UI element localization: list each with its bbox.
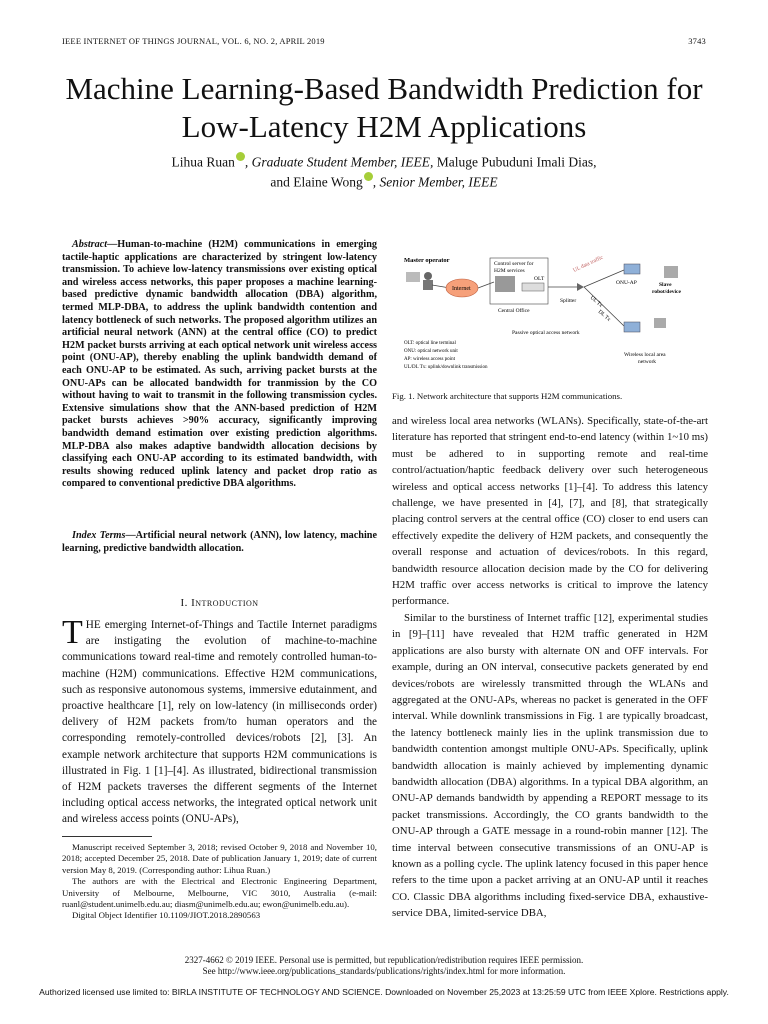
footnote [62, 842, 377, 922]
fig-legend-onu: ONU: optical network unit [404, 349, 458, 354]
title-line-1: Machine Learning-Based Bandwidth Prediction for [65, 71, 703, 106]
robot-icon [654, 318, 666, 328]
paragraph: Similar to the burstiness of Internet traffic [12], experimental studies in [9]–[11] have revealed that H2M traffic generated in H2M applications are also bursty with alternate ON and OFF intervals. For example, during an ON interval, consecutive packets generated by end devices/robots are wirelessly transmitted through the WLANs and aggregated at the ONU-APs, whereas no packet is generated in the OFF interval. While downlink transmissions in Fig. 1 are typically broadcast, the latency bottleneck mainly lies in the uplink transmission due to bandwidth contention amongst multiple ONU-APs. Specifically, uplink bandwidth allocation is mainly achieved by implementing dynamic bandwidth allocation (DBA) algorithms. In a typical DBA algorithm, an ONU-AP demands bandwidth by appending a REPORT message to its packet transmissions. Accordingly, the CO grants bandwidth to the ONU-AP through a GATE message in a round-robin manner [12]. The time interval between consecutive transmissions of an ONU-AP is known as a polling cycle. The uplink latency focused in this paper hence refers to the time upon a packet arriving at an ONU-AP until it reaches CO. Classic DBA algorithms including fixed-service DBA, exhaustive-service DBA, limited-service DBA, [392, 611, 708, 920]
fig-label-olt: OLT [534, 276, 545, 282]
index-terms-text: —Artificial neural network (ANN), low latency, machine learning, predictive bandwidth allocation. [62, 530, 377, 554]
index-terms-label: Index Terms [72, 530, 126, 541]
operator-icon [406, 272, 433, 290]
section-title: Introduction [191, 597, 259, 609]
title-line-2: Low-Latency H2M Applications [181, 109, 587, 144]
fig-label-slave2: robot/device [652, 289, 681, 295]
license-banner: Authorized licensed use limited to: BIRLA INSTITUTE OF TECHNOLOGY AND SCIENCE. Downloaded on November 25,2023 at 13:25:59 UTC from IEEE Xplore. Restrictions apply. [39, 987, 729, 997]
fig-label-wlan1: Wireless local area [624, 352, 666, 358]
copyright-line-1: 2327-4662 © 2019 IEEE. Personal use is permitted, but republication/redistribution requires IEEE permission. [184, 955, 584, 965]
footnote-received: Manuscript received September 3, 2018; revised October 9, 2018 and November 10, 2018; accepted December 25, 2018. Date of publication January 1, 2019; date of current version May 8, 2019. (Corresponding author: Lihua Ruan.) [62, 842, 377, 875]
author-3-role: , Senior Member, IEEE [372, 174, 498, 189]
robot-icon [664, 266, 678, 278]
figure-caption: Fig. 1. Network architecture that supports H2M communications. [392, 391, 623, 401]
index-terms [62, 530, 377, 555]
paragraph: and wireless local area networks (WLANs). Specifically, state-of-the-art literature has reported that stringent end-to-end latency (within 1~10 ms) must be adhered to in supporting remote and real-time control/actuation/haptic feedback delivery over such heterogeneous wireless and optical access networks [1]–[4]. To address this latency challenge, we have presented in [4], [7], and [8], that strategically placing control servers at the central office (CO) closer to end users can effectively expedite the delivery of H2M packets, and consequently the overall response and actuation of devices/robots. In this regard, bandwidth resource allocation decision made by the CO for delivering H2M traffic over access networks is critical to improve the latency performance. [392, 415, 708, 608]
copyright-notice [0, 955, 768, 977]
fig-label-internet: Internet [452, 286, 471, 292]
fig-label-ul-tx: UL Tx [588, 294, 604, 309]
author-list [0, 152, 768, 191]
fig-label-dl-tx: DL Tx [596, 308, 612, 323]
network-architecture-figure [402, 240, 702, 380]
fig-label-wlan2: network [638, 359, 657, 365]
fig-label-co: Central Office [498, 308, 530, 314]
fig-legend-olt: OLT: optical line terminal [404, 341, 456, 346]
fig-label-onu-ap: ONU-AP [616, 280, 637, 286]
fig-label-master: Master operator [404, 257, 450, 264]
abstract [62, 239, 377, 491]
author-1-role: , Graduate Student Member, IEEE, [244, 154, 434, 170]
copyright-line-2: See http://www.ieee.org/publications_standards/publications/rights/index.html for more information. [202, 966, 566, 976]
fig-label-slave1: Slave [659, 282, 672, 288]
splitter-icon [577, 283, 584, 291]
orcid-icon[interactable] [364, 172, 373, 181]
right-column-text [392, 413, 708, 922]
fig-label-splitter: Splitter [560, 298, 577, 304]
server-icon [495, 276, 515, 292]
journal-header: IEEE INTERNET OF THINGS JOURNAL, VOL. 6, NO. 2, APRIL 2019 [62, 36, 325, 46]
section-heading: I. Introduction [180, 597, 259, 609]
onu-ap-icon [624, 322, 640, 332]
fig-label-control1: Control server for [494, 261, 534, 267]
author-3: and Elaine Wong [270, 174, 363, 189]
olt-icon [522, 283, 544, 291]
drop-cap: T [62, 614, 83, 651]
paper-title [0, 70, 768, 146]
fig-label-ul-data: UL data traffic [572, 254, 605, 274]
abstract-text: —Human-to-machine (H2M) communications in emerging tactile-haptic applications are characterized by stringent low-latency transmission. To achieve low-latency transmissions over existing optical and wireless access networks, this paper proposes a machine learning-based predictive dynamic bandwidth allocation (DBA) algorithm, termed MLP-DBA, to address the uplink bandwidth contention and latency bottleneck of such networks. The proposed algorithm utilizes an artificial neural network (ANN) at the central office (CO) to predict H2M packet bursts arriving at each optical network unit wireless access point (ONU-AP), thereby enabling the uplink bandwidth demand of each ONU-AP to be estimated. As such, arriving packet bursts at the ONU-APs can be allocated bandwidth for tranmission by the CO without having to wait to transmit in the following transmission cycles. Extensive simulations show that the ANN-based prediction of H2M packet bursts achieves >90% accuracy, significantly improving bandwidth demand estimation over existing prediction algorithms. MLP-DBA also makes adaptive bandwidth allocation decisions by classifying each ONU-AP according to its estimated bandwidth, with results showing reduced uplink latency and packet drop ratio as compared to conventional predictive DBA algorithms. [62, 239, 377, 490]
intro-paragraph [62, 614, 377, 828]
footnote-divider [62, 836, 152, 837]
fig-label-pon: Passive optical access network [512, 330, 580, 336]
intro-text: HE emerging Internet-of-Things and Tactile Internet paradigms are instigating the evolution of machine-to-machine communications toward real-time and remotely controlled human-to-machine (H2M) communications. Effective H2M communications, such as responsive autonomous systems, immersive edutainment, and proactive healthcare [1], rely on low-latency (in milliseconds order) delivery of H2M packets from/to human operators and the corresponding remotely-controlled devices/robots [2], [3]. An example network architecture that supports H2M communications is illustrated in Fig. 1 [1]–[4]. As illustrated, bidirectional transmission of H2M packets traverses the different segments of the Internet including optical access networks, the integrated optical network unit and wireless access points (ONU-APs), [62, 619, 377, 826]
abstract-label: Abstract [72, 239, 108, 250]
author-1: Lihua Ruan [171, 154, 235, 170]
page-number: 3743 [688, 36, 706, 46]
footnote-doi: Digital Object Identifier 10.1109/JIOT.2018.2890563 [72, 910, 261, 921]
orcid-icon[interactable] [236, 152, 245, 161]
author-2: Maluge Pubuduni Imali Dias, [433, 154, 597, 170]
fig-legend-uldl: UL/DL Tx: uplink/downlink transmission [404, 365, 488, 370]
fig-legend-ap: AP: wireless access point [404, 357, 455, 362]
onu-ap-icon [624, 264, 640, 274]
footnote-affiliation: The authors are with the Electrical and Electronic Engineering Department, University of Melbourne, Melbourne, VIC 3010, Australia (e-mail: ruanl@student.unimelb.edu.au; diasm@unimelb.edu.au; ewon@unimelb.edu.au). [62, 876, 377, 910]
fig-label-control2: H2M services [494, 268, 525, 274]
